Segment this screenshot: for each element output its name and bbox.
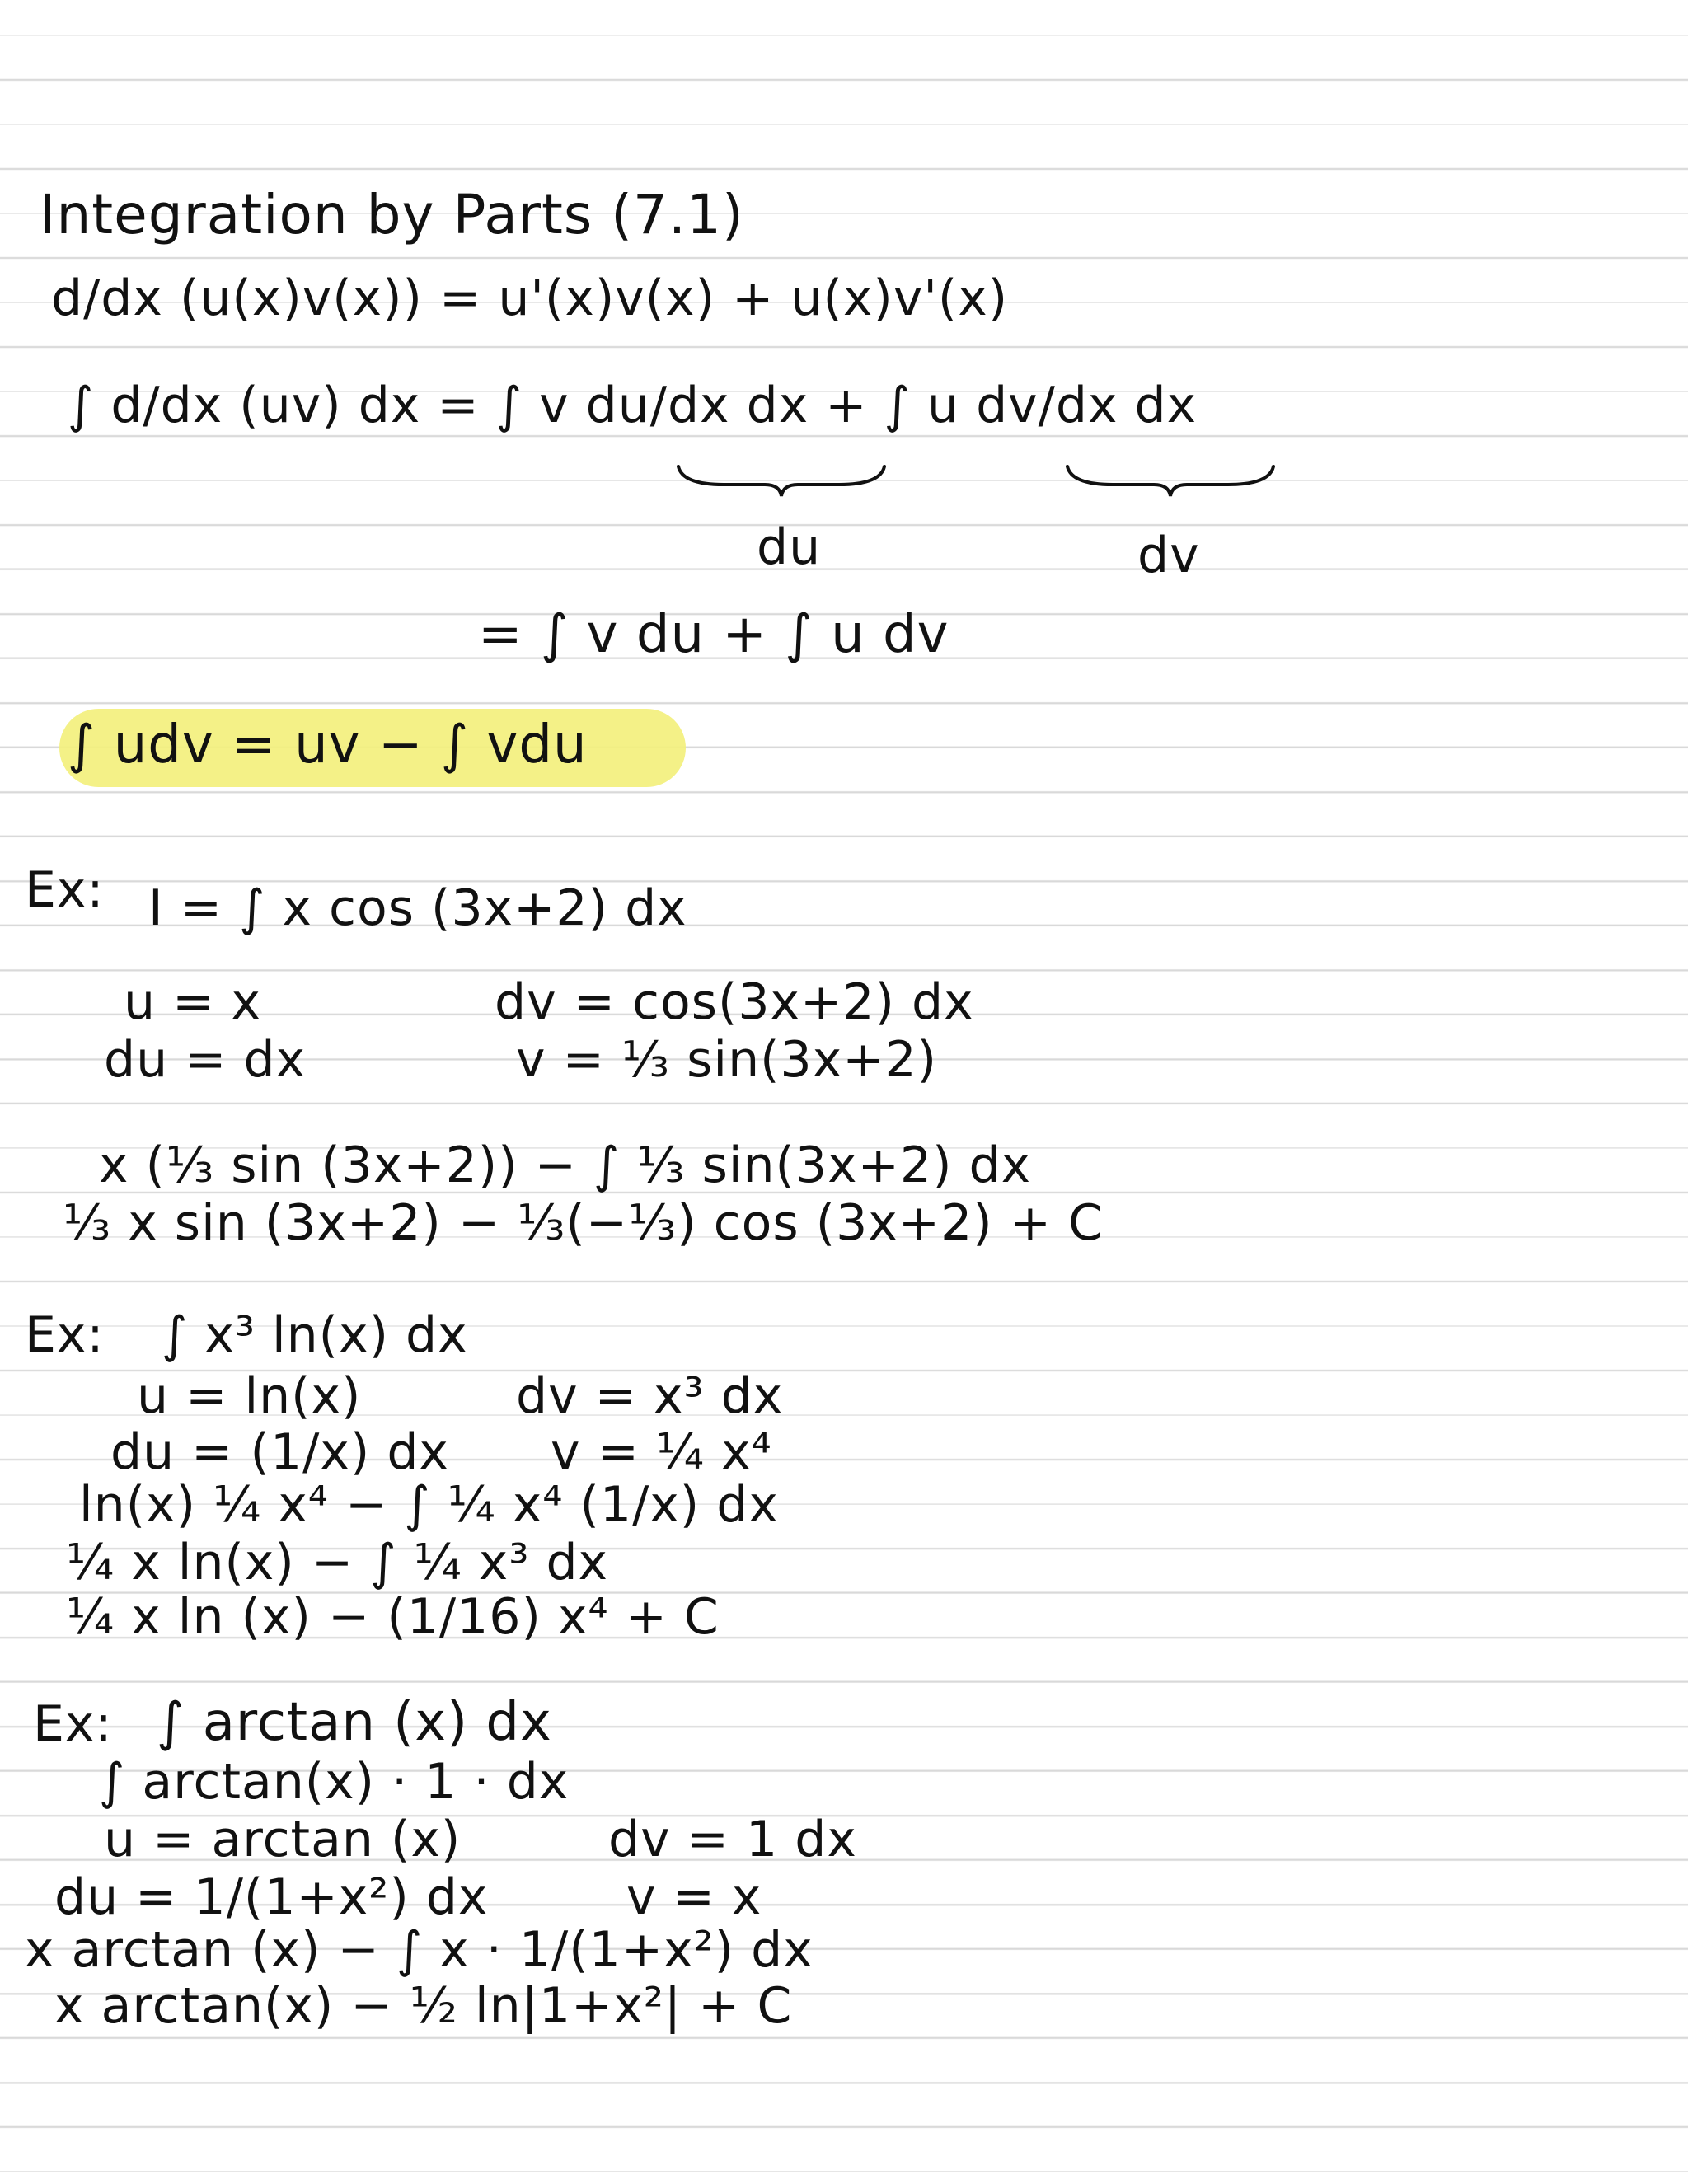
example1-integral: I = ∫ x cos (3x+2) dx <box>148 879 687 937</box>
example1-v: v = ⅓ sin(3x+2) <box>516 1031 938 1089</box>
example2-u: u = ln(x) <box>137 1367 362 1425</box>
underbrace-du <box>674 460 889 501</box>
example3-heading: Ex: <box>33 1695 113 1753</box>
example3-step1: x arctan (x) − ∫ x · 1/(1+x²) dx <box>25 1921 814 1979</box>
example3-du: du = 1/(1+x²) dx <box>54 1868 489 1926</box>
example2-step1: ln(x) ¼ x⁴ − ∫ ¼ x⁴ (1/x) dx <box>79 1476 779 1534</box>
product-rule: d/dx (u(x)v(x)) = u'(x)v(x) + u(x)v'(x) <box>51 269 1009 327</box>
example3-u: u = arctan (x) <box>104 1811 462 1868</box>
example2-step3: ¼ x ln (x) − (1/16) x⁴ + C <box>66 1588 720 1646</box>
example3-v: v = x <box>626 1868 762 1926</box>
example3-step2: x arctan(x) − ½ ln|1+x²| + C <box>54 1977 793 2035</box>
example2-integral: ∫ x³ ln(x) dx <box>162 1306 468 1364</box>
example1-u: u = x <box>124 973 261 1031</box>
brace-label-dv: dv <box>1137 527 1200 584</box>
underbrace-dv <box>1063 460 1278 501</box>
example3-integral: ∫ arctan (x) dx <box>157 1692 552 1753</box>
page-title: Integration by Parts (7.1) <box>40 183 744 246</box>
example2-du: du = (1/x) dx <box>110 1423 449 1481</box>
brace-label-du: du <box>757 518 822 576</box>
example1-step2: ⅓ x sin (3x+2) − ⅓(−⅓) cos (3x+2) + C <box>63 1194 1104 1252</box>
simplified-form: = ∫ v du + ∫ u dv <box>478 604 950 665</box>
parts-formula: ∫ udv = uv − ∫ vdu <box>68 715 588 776</box>
example1-dv: dv = cos(3x+2) dx <box>495 973 974 1031</box>
example3-dv: dv = 1 dx <box>608 1811 857 1868</box>
example1-du: du = dx <box>104 1031 307 1089</box>
integral-form: ∫ d/dx (uv) dx = ∫ v du/dx dx + ∫ u dv/dx dx <box>68 377 1198 434</box>
example2-step2: ¼ x ln(x) − ∫ ¼ x³ dx <box>66 1534 609 1591</box>
example3-rewrite: ∫ arctan(x) · 1 · dx <box>99 1753 570 1811</box>
example2-heading: Ex: <box>25 1306 105 1364</box>
example1-heading: Ex: <box>25 861 105 919</box>
example2-dv: dv = x³ dx <box>516 1367 784 1425</box>
example2-v: v = ¼ x⁴ <box>551 1423 772 1481</box>
example1-step1: x (⅓ sin (3x+2)) − ∫ ⅓ sin(3x+2) dx <box>99 1137 1032 1194</box>
